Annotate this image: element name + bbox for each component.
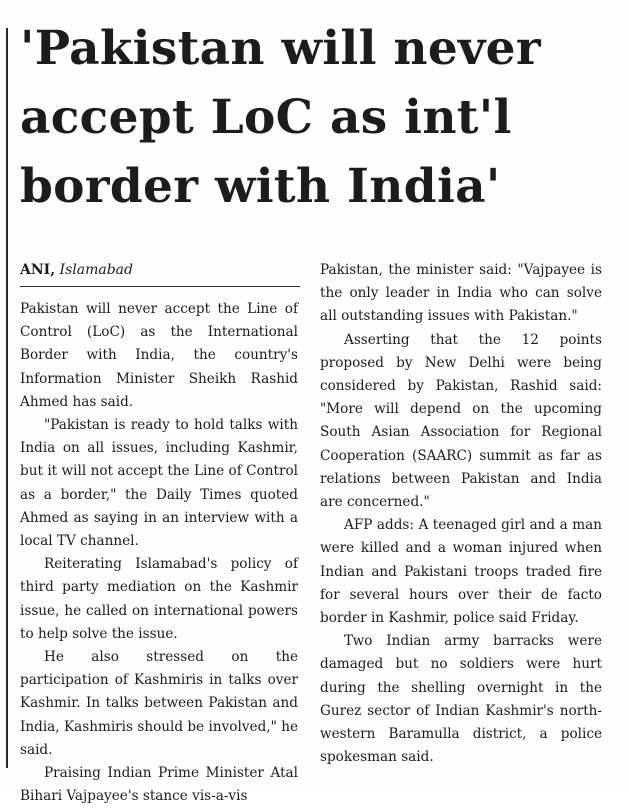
column-rule [6, 28, 8, 768]
paragraph: Two Indian army barracks were damaged but no soldiers were hurt during the shelling overnight in the Gurez sector of Indian Kashmir's north-western Baramulla district, a police spokesman said. [320, 633, 602, 766]
headline-line: accept LoC as int'l [20, 90, 512, 145]
byline-divider [20, 286, 300, 287]
paragraph: AFP adds: A teenaged girl and a man were killed and a woman injured when Indian and Pakistani troops traded fire for several hours over their de facto border in Kashmir, police said Friday. [320, 517, 602, 627]
paragraph: He also stressed on the participation of Kashmiris in talks over Kashmir. In talks between Pakistan and India, Kashmiris should be involved," he said. [20, 649, 298, 758]
byline [20, 259, 298, 281]
paragraph: Praising Indian Prime Minister Atal Bihari Vajpayee's stance vis-a-vis [20, 765, 298, 805]
article-column-left [20, 298, 298, 808]
paragraph: Asserting that the 12 points proposed by New Delhi were being considered by Pakistan, Rashid said: "More will depend on the upcoming South Asian Association for Regional Cooperation (SAARC) summit as far as relations between Pakistan and India are concerned." [320, 331, 602, 511]
byline-place: Islamabad [59, 262, 133, 278]
headline-line: 'Pakistan will never [20, 21, 541, 76]
article-column-right [320, 259, 602, 769]
paragraph: Pakistan will never accept the Line of Control (LoC) as the International Border with India, the country's Information Minister Sheikh Rashid Ahmed has said. [20, 301, 298, 410]
byline-agency: ANI, [20, 262, 56, 278]
paragraph: Reiterating Islamabad's policy of third party mediation on the Kashmir issue, he called on international powers to help solve the issue. [20, 556, 298, 642]
paragraph: Pakistan, the minister said: "Vajpayee is the only leader in India who can solve all outstanding issues with Pakistan." [320, 262, 602, 325]
headline [20, 14, 620, 221]
headline-line: border with India' [20, 159, 501, 214]
paragraph: "Pakistan is ready to hold talks with India on all issues, including Kashmir, but it will not accept the Line of Control as a border," the Daily Times quoted Ahmed as saying in an interview with a local TV channel. [20, 417, 298, 550]
